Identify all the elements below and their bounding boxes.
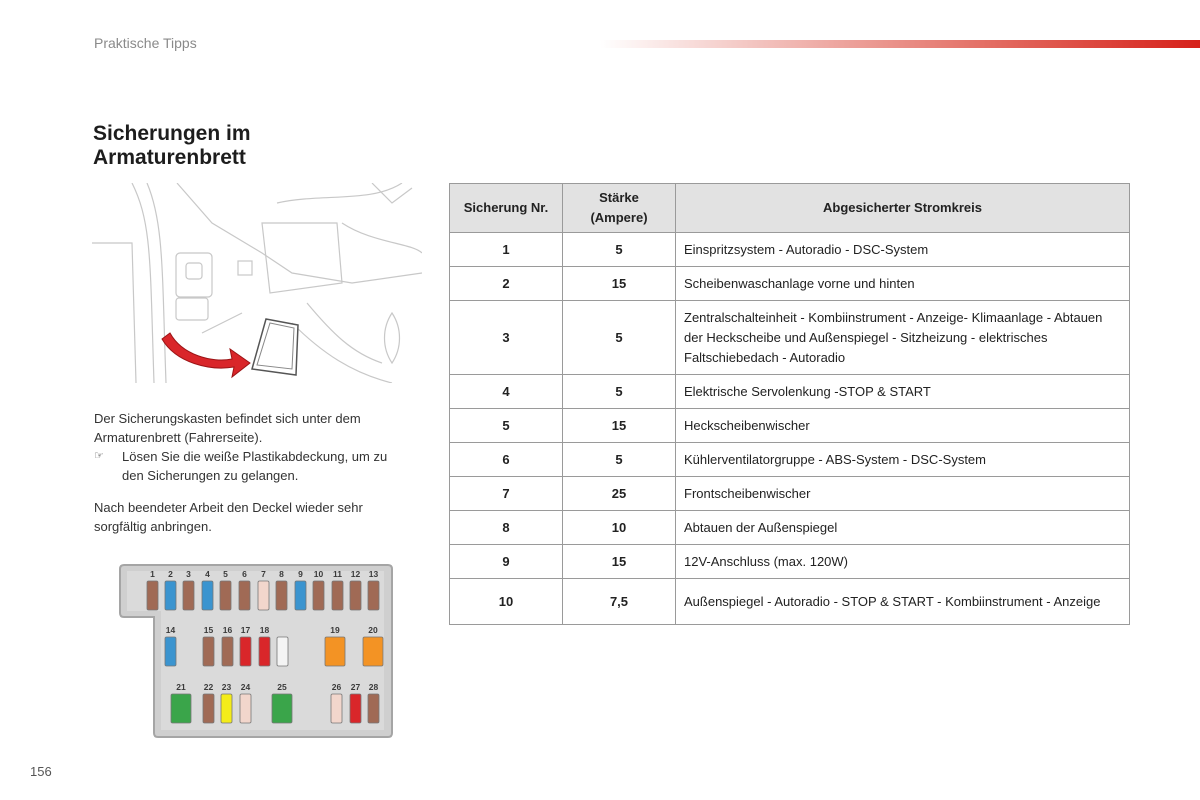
header-accent-bar xyxy=(600,40,1200,48)
fuse-slot xyxy=(240,682,251,723)
table-header-row xyxy=(450,184,1130,233)
fuse-number-label: 26 xyxy=(331,682,342,692)
fuse-number-label: 2 xyxy=(168,569,173,579)
fuse-number-cell: 10 xyxy=(450,579,563,625)
fuse xyxy=(240,637,251,666)
ampere-cell: 5 xyxy=(563,301,676,375)
fuse-number-label: 24 xyxy=(240,682,251,692)
fuse-number-cell: 6 xyxy=(450,443,563,477)
circuit-cell: 12V-Anschluss (max. 120W) xyxy=(676,545,1130,579)
fuse xyxy=(368,694,379,723)
ampere-cell: 15 xyxy=(563,545,676,579)
fuse-slot xyxy=(203,625,214,666)
table-row xyxy=(450,579,1130,625)
circuit-cell: Außenspiegel - Autoradio - STOP & START - Kombiinstrument - Anzeige xyxy=(676,579,1130,625)
fuse xyxy=(240,694,251,723)
circuit-cell: Einspritzsystem - Autoradio - DSC-System xyxy=(676,233,1130,267)
section-label: Praktische Tipps xyxy=(94,35,197,51)
fuse-number-label: 3 xyxy=(186,569,191,579)
fuse-number-label: 27 xyxy=(350,682,361,692)
location-text: Der Sicherungskasten befindet sich unter dem Armaturenbrett (Fahrerseite). xyxy=(94,411,361,445)
fuse-cover xyxy=(252,319,298,375)
ampere-cell: 15 xyxy=(563,267,676,301)
fuse-number-label: 11 xyxy=(333,569,342,579)
fuse-slot xyxy=(368,569,379,610)
fuse-number-label: 7 xyxy=(261,569,266,579)
fuse-slot xyxy=(259,625,270,666)
fuse xyxy=(239,581,250,610)
fuse-number-cell: 8 xyxy=(450,511,563,545)
fuse-number-label: 22 xyxy=(203,682,214,692)
table-row xyxy=(450,267,1130,301)
header-circuit: Abgesicherter Stromkreis xyxy=(676,184,1130,233)
fuse xyxy=(332,581,343,610)
table-row xyxy=(450,375,1130,409)
fuse-slot xyxy=(331,682,342,723)
fuse-number-cell: 9 xyxy=(450,545,563,579)
table-row xyxy=(450,301,1130,375)
table-row xyxy=(450,477,1130,511)
fuse-number-label: 19 xyxy=(330,625,340,635)
fuse-slot xyxy=(368,682,379,723)
fuse xyxy=(350,694,361,723)
fuse xyxy=(368,581,379,610)
fuse xyxy=(171,694,191,723)
fuse-slot xyxy=(165,625,176,666)
fuse-number-label: 14 xyxy=(165,625,176,635)
fuse xyxy=(203,637,214,666)
table-row xyxy=(450,545,1130,579)
fuse-number-label: 1 xyxy=(150,569,155,579)
ampere-cell: 5 xyxy=(563,375,676,409)
fuse xyxy=(350,581,361,610)
finger-pointer-icon: ☞ xyxy=(94,450,104,462)
fuse-number-cell: 2 xyxy=(450,267,563,301)
circuit-cell: Zentralschalteinheit - Kombiinstrument - Anzeige- Klimaanlage - Abtauen der Heckscheibe und Außenspiegel - Sitzheizung - elektrisches Faltschiebedach - Autoradio xyxy=(676,301,1130,375)
fuse-slot xyxy=(332,569,343,610)
fuse xyxy=(203,694,214,723)
fuse-number-cell: 4 xyxy=(450,375,563,409)
circuit-cell: Abtauen der Außenspiegel xyxy=(676,511,1130,545)
fuse-slot xyxy=(350,569,361,610)
fuse-number-label: 4 xyxy=(205,569,210,579)
instruction-text: Lösen Sie die weiße Plastikabdeckung, um zu den Sicherungen zu gelangen. xyxy=(122,449,388,483)
fuse-slot xyxy=(350,682,361,723)
red-arrow-icon xyxy=(162,333,250,377)
fuse xyxy=(363,637,383,666)
fuse xyxy=(325,637,345,666)
fuse xyxy=(259,637,270,666)
fuse xyxy=(147,581,158,610)
fuse-slot xyxy=(221,682,232,723)
ampere-cell: 5 xyxy=(563,443,676,477)
fuse-number-label: 25 xyxy=(277,682,287,692)
fuse-table xyxy=(449,183,1130,625)
dashboard-illustration xyxy=(92,183,422,383)
fuse-number-label: 15 xyxy=(203,625,214,635)
circuit-cell: Elektrische Servolenkung -STOP & START xyxy=(676,375,1130,409)
fuse xyxy=(220,581,231,610)
ampere-cell: 25 xyxy=(563,477,676,511)
page-title: Sicherungen im Armaturenbrett xyxy=(93,122,251,169)
fuse-slot xyxy=(240,625,251,666)
fuse xyxy=(202,581,213,610)
fuse xyxy=(277,637,288,666)
instruction-bullet xyxy=(94,447,404,485)
ampere-cell: 15 xyxy=(563,409,676,443)
fuse-number-label: 12 xyxy=(350,569,361,579)
header-fuse-number: Sicherung Nr. xyxy=(450,184,563,233)
circuit-cell: Frontscheibenwischer xyxy=(676,477,1130,511)
fuse-number-label: 5 xyxy=(223,569,228,579)
fuse xyxy=(165,637,176,666)
fuse-number-cell: 7 xyxy=(450,477,563,511)
fuse xyxy=(183,581,194,610)
fuse-slot xyxy=(203,682,214,723)
circuit-cell: Heckscheibenwischer xyxy=(676,409,1130,443)
fuse-number-label: 21 xyxy=(176,682,186,692)
circuit-cell: Scheibenwaschanlage vorne und hinten xyxy=(676,267,1130,301)
fuse xyxy=(222,637,233,666)
fuse-slot xyxy=(222,625,233,666)
fuse xyxy=(221,694,232,723)
table-row xyxy=(450,233,1130,267)
fuse xyxy=(276,581,287,610)
fuse-slot xyxy=(277,637,288,666)
table-row xyxy=(450,443,1130,477)
closing-note: Nach beendeter Arbeit den Deckel wieder sehr sorgfältig anbringen. xyxy=(94,500,363,534)
fuse-box-diagram xyxy=(118,563,394,739)
fuse-number-cell: 3 xyxy=(450,301,563,375)
fuse xyxy=(295,581,306,610)
fuse-slot xyxy=(313,569,324,610)
fuse-number-cell: 1 xyxy=(450,233,563,267)
fuse xyxy=(258,581,269,610)
fuse-number-label: 6 xyxy=(242,569,247,579)
fuse-number-label: 13 xyxy=(368,569,379,579)
fuse xyxy=(313,581,324,610)
circuit-cell: Kühlerventilatorgruppe - ABS-System - DSC-System xyxy=(676,443,1130,477)
fuse-number-cell: 5 xyxy=(450,409,563,443)
page-number: 156 xyxy=(30,764,52,779)
table-row xyxy=(450,409,1130,443)
fuse-number-label: 17 xyxy=(240,625,251,635)
fuse xyxy=(331,694,342,723)
ampere-cell: 10 xyxy=(563,511,676,545)
table-row xyxy=(450,511,1130,545)
fuse-number-label: 20 xyxy=(368,625,378,635)
ampere-cell: 7,5 xyxy=(563,579,676,625)
fuse xyxy=(272,694,292,723)
ampere-cell: 5 xyxy=(563,233,676,267)
fuse-number-label: 16 xyxy=(222,625,233,635)
fuse-number-label: 28 xyxy=(368,682,379,692)
fuse-number-label: 10 xyxy=(313,569,324,579)
fuse-number-label: 8 xyxy=(279,569,284,579)
fuse-number-label: 23 xyxy=(221,682,232,692)
header-ampere: Stärke (Ampere) xyxy=(563,184,676,233)
fuse xyxy=(165,581,176,610)
fuse-number-label: 18 xyxy=(259,625,270,635)
fuse-number-label: 9 xyxy=(298,569,303,579)
